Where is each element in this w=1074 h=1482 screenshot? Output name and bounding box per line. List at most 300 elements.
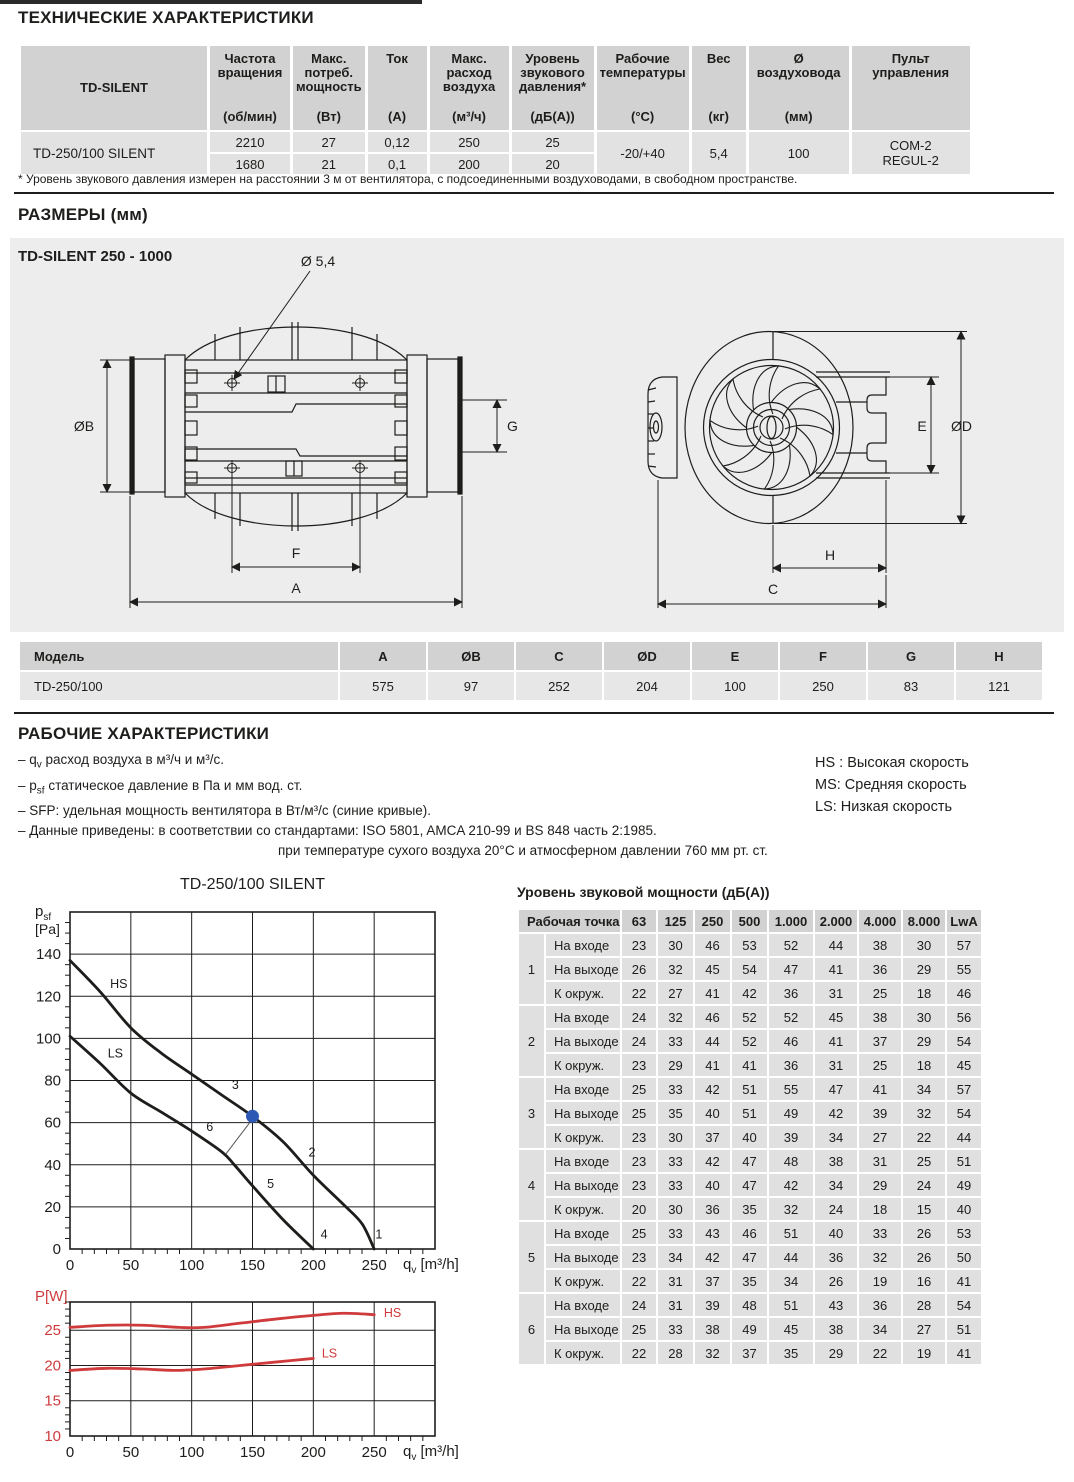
sound-location-cell: На входе: [546, 934, 620, 956]
sound-value-cell: 36: [815, 1246, 857, 1268]
note-standards: – Данные приведены: в соответствии со стандартами: ISO 5801, AMCA 210-99 и BS 848 часть 2:1985.: [18, 823, 657, 839]
sound-value-cell: 51: [947, 1150, 981, 1172]
sound-value-cell: 31: [815, 1054, 857, 1076]
sound-value-cell: 32: [695, 1342, 730, 1364]
tech-specs-table: [18, 44, 973, 176]
sound-location-cell: К окруж.: [546, 1342, 620, 1364]
control-cell: [852, 132, 970, 174]
svg-text:0: 0: [65, 1444, 75, 1461]
sound-data-row: [519, 1246, 981, 1268]
sound-value-cell: 38: [859, 1006, 901, 1028]
sound-value-cell: 41: [815, 958, 857, 980]
sound-value-cell: 25: [622, 1102, 656, 1124]
sound-value-cell: 32: [658, 1006, 693, 1028]
sound-value-cell: 22: [859, 1342, 901, 1364]
sound-value-cell: 41: [947, 1270, 981, 1292]
col-unit: (Вт): [316, 109, 341, 124]
sound-value-cell: 46: [695, 1006, 730, 1028]
current-high: 0,12: [368, 132, 427, 152]
note-airflow: – $q_v$ расход воздуха в м³/ч и м³/с.: [18, 752, 225, 771]
sound-value-cell: 55: [769, 1078, 813, 1100]
sound-value-cell: 52: [732, 1030, 767, 1052]
sound-value-cell: 31: [815, 982, 857, 1004]
power-y-axis-label: P[W]: [35, 1288, 68, 1305]
sound-value-cell: 47: [769, 958, 813, 980]
sound-value-cell: 41: [815, 1030, 857, 1052]
sound-value-cell: 34: [658, 1246, 693, 1268]
sound-value-cell: 23: [622, 1054, 656, 1076]
control-line-1: COM-2: [889, 138, 932, 153]
sound-value-cell: 24: [903, 1174, 945, 1196]
sound-value-cell: 34: [769, 1270, 813, 1292]
dim-label-G: G: [507, 418, 518, 434]
sound-header-cell: 63: [622, 910, 656, 932]
series-HS: [70, 1313, 374, 1328]
sound-value-cell: 20: [622, 1198, 656, 1220]
col-unit: (дБ(А)): [530, 109, 575, 124]
sound-value-cell: 30: [658, 1126, 693, 1148]
sound-value-cell: 22: [622, 1342, 656, 1364]
sound-value-cell: 52: [769, 934, 813, 956]
dim-label-H: H: [824, 547, 836, 563]
tech-header-temp: [597, 46, 689, 130]
sound-value-cell: 25: [859, 1054, 901, 1076]
dims-header-cell: G: [868, 642, 954, 670]
sound-value-cell: 26: [815, 1270, 857, 1292]
performance-notes: [18, 750, 808, 861]
power-chart: [15, 1288, 463, 1480]
sound-value-cell: 36: [695, 1198, 730, 1220]
sound-value-cell: 40: [732, 1126, 767, 1148]
sound-value-cell: 23: [622, 1126, 656, 1148]
sound-value-cell: 42: [769, 1174, 813, 1196]
sound-value-cell: 40: [695, 1102, 730, 1124]
curve-label-6: 6: [206, 1120, 214, 1135]
x-axis-label: $q_v$ [m³/h]: [403, 1256, 459, 1276]
col-unit: (об/мин): [223, 109, 277, 124]
sound-value-cell: 33: [658, 1150, 693, 1172]
dims-value-cell: 252: [516, 672, 602, 700]
dims-header-cell: H: [956, 642, 1042, 670]
tech-header-row: [21, 46, 970, 130]
sound-value-cell: 37: [732, 1342, 767, 1364]
dims-value-cell: 250: [780, 672, 866, 700]
sound-low: 20: [512, 154, 594, 174]
svg-text:150: 150: [239, 1444, 266, 1461]
sound-value-cell: 29: [903, 958, 945, 980]
sound-location-cell: К окруж.: [546, 1270, 620, 1292]
sound-value-cell: 22: [622, 1270, 656, 1292]
col-label: Макс. расход воздуха: [442, 51, 496, 94]
operating-point-number: 3: [519, 1078, 544, 1148]
sound-value-cell: 51: [947, 1318, 981, 1340]
duct-diameter-cell: 100: [749, 132, 849, 174]
dims-value-cell: 83: [868, 672, 954, 700]
sound-value-cell: 25: [622, 1078, 656, 1100]
sound-data-row: [519, 1294, 981, 1316]
dims-header-cell: A: [340, 642, 426, 670]
sound-value-cell: 46: [732, 1222, 767, 1244]
svg-text:0: 0: [52, 1241, 61, 1258]
col-label: Частота вращения: [217, 51, 283, 80]
axis-minor-ticks: [65, 923, 423, 1254]
sound-value-cell: 29: [658, 1054, 693, 1076]
sound-value-cell: 43: [695, 1222, 730, 1244]
col-unit: (мм): [784, 109, 813, 124]
sound-value-cell: 28: [903, 1294, 945, 1316]
sound-value-cell: 50: [947, 1246, 981, 1268]
svg-text:100: 100: [179, 1257, 205, 1274]
current-low: 0,1: [368, 154, 427, 174]
sound-value-cell: 38: [695, 1318, 730, 1340]
sound-data-row: [519, 1030, 981, 1052]
sound-value-cell: 40: [947, 1198, 981, 1220]
y-axis-label: $p_{sf}$: [35, 903, 52, 923]
pressure-chart: [15, 872, 463, 1286]
curve-label-HS: HS: [110, 976, 128, 991]
svg-text:60: 60: [44, 1114, 61, 1132]
sound-data-row: [519, 1006, 981, 1028]
dims-value-cell: 575: [340, 672, 426, 700]
sound-value-cell: 52: [732, 1006, 767, 1028]
sound-value-cell: 45: [695, 958, 730, 980]
curve-label-HS: HS: [383, 1305, 402, 1320]
sound-value-cell: 18: [903, 982, 945, 1004]
sound-value-cell: 26: [903, 1222, 945, 1244]
dims-value-cell: 121: [956, 672, 1042, 700]
svg-text:80: 80: [44, 1072, 61, 1090]
rpm-high: 2210: [210, 132, 290, 152]
dims-header-cell: Модель: [20, 642, 338, 670]
section-title-tech: ТЕХНИЧЕСКИЕ ХАРАКТЕРИСТИКИ: [18, 8, 314, 27]
sound-value-cell: 27: [859, 1126, 901, 1148]
power-high: 27: [293, 132, 365, 152]
svg-text:20: 20: [44, 1357, 61, 1375]
sound-value-cell: 36: [769, 1054, 813, 1076]
svg-text:100: 100: [35, 1030, 61, 1048]
sound-data-row: [519, 1198, 981, 1220]
operating-point-number: 2: [519, 1006, 544, 1076]
dim-label-C: C: [767, 581, 779, 597]
sound-value-cell: 19: [903, 1342, 945, 1364]
sound-value-cell: 41: [695, 982, 730, 1004]
curve-label-LS: LS: [321, 1346, 338, 1361]
sound-value-cell: 44: [815, 934, 857, 956]
sound-value-cell: 32: [903, 1102, 945, 1124]
sound-data-row: [519, 1054, 981, 1076]
sound-location-cell: На выходе: [546, 958, 620, 980]
sound-value-cell: 40: [815, 1222, 857, 1244]
col-unit: (°С): [630, 109, 655, 124]
svg-text:0: 0: [65, 1257, 75, 1274]
sound-value-cell: 33: [658, 1174, 693, 1196]
sound-value-cell: 52: [769, 1006, 813, 1028]
sound-value-cell: 24: [622, 1294, 656, 1316]
sound-header-row: [519, 910, 981, 932]
curve-label-2: 2: [308, 1145, 316, 1160]
sound-value-cell: 23: [622, 1150, 656, 1172]
sound-value-cell: 45: [815, 1006, 857, 1028]
hole-diameter-label: Ø 5,4: [300, 253, 336, 269]
sound-data-row: [519, 1270, 981, 1292]
sound-value-cell: 24: [815, 1198, 857, 1220]
col-label: Ток: [386, 51, 408, 66]
dims-data-row: [20, 672, 1042, 700]
sound-header-cell: 250: [695, 910, 730, 932]
note-sfp: – SFP: удельная мощность вентилятора в Вт/м³/с (синие кривые).: [18, 803, 432, 819]
sound-value-cell: 57: [947, 934, 981, 956]
sound-header-cell: LwA: [947, 910, 981, 932]
col-label: Пульт управления: [872, 51, 950, 80]
svg-text:25: 25: [44, 1322, 61, 1340]
section-title-performance: РАБОЧИЕ ХАРАКТЕРИСТИКИ: [18, 724, 270, 743]
sound-value-cell: 39: [695, 1294, 730, 1316]
sound-value-cell: 48: [732, 1294, 767, 1316]
power-chart-svg: [15, 1288, 463, 1480]
col-label: Ø воздуховода: [756, 51, 841, 80]
sound-value-cell: 29: [903, 1030, 945, 1052]
sound-value-cell: 23: [622, 1174, 656, 1196]
sound-location-cell: На выходе: [546, 1174, 620, 1196]
y-axis-unit: [Pa]: [35, 921, 60, 937]
sound-value-cell: 47: [815, 1078, 857, 1100]
tech-header-airflow: [430, 46, 509, 130]
sound-header-cell: 8.000: [903, 910, 945, 932]
sound-value-cell: 46: [947, 982, 981, 1004]
note-conditions: при температуре сухого воздуха 20°С и атмосферном давлении 760 мм рт. ст.: [278, 843, 768, 859]
sound-value-cell: 31: [859, 1150, 901, 1172]
operating-point-number: 4: [519, 1150, 544, 1220]
sound-data-row: [519, 1102, 981, 1124]
sound-header-cell: 2.000: [815, 910, 857, 932]
dimension-lines: [100, 271, 967, 608]
svg-text:10: 10: [44, 1428, 61, 1445]
sound-data-row: [519, 1174, 981, 1196]
sound-data-row: [519, 1222, 981, 1244]
col-label: Вес: [706, 51, 731, 66]
sound-value-cell: 41: [695, 1054, 730, 1076]
sound-value-cell: 56: [947, 1006, 981, 1028]
sound-value-cell: 38: [859, 934, 901, 956]
sound-location-cell: На входе: [546, 1006, 620, 1028]
sound-value-cell: 43: [815, 1294, 857, 1316]
sound-location-cell: На входе: [546, 1078, 620, 1100]
side-view: [130, 322, 462, 531]
pressure-chart-svg: [15, 872, 463, 1286]
dims-model-cell: TD-250/100: [20, 672, 338, 700]
sound-value-cell: 41: [732, 1054, 767, 1076]
svg-text:150: 150: [239, 1257, 266, 1274]
fan-blades: [705, 361, 837, 493]
svg-text:200: 200: [300, 1444, 326, 1461]
sound-value-cell: 54: [947, 1102, 981, 1124]
sound-value-cell: 47: [732, 1150, 767, 1172]
dims-value-cell: 204: [604, 672, 690, 700]
tech-header-rpm: [210, 46, 290, 130]
rpm-low: 1680: [210, 154, 290, 174]
sound-value-cell: 30: [658, 934, 693, 956]
sound-power-table: [517, 908, 983, 1366]
sound-value-cell: 35: [732, 1198, 767, 1220]
sound-value-cell: 32: [859, 1246, 901, 1268]
sound-value-cell: 48: [769, 1150, 813, 1172]
svg-text:250: 250: [361, 1444, 387, 1461]
sound-data-row: [519, 1126, 981, 1148]
sound-location-cell: На выходе: [546, 1102, 620, 1124]
sound-value-cell: 25: [859, 982, 901, 1004]
tech-header-control: [852, 46, 970, 130]
sound-value-cell: 51: [769, 1222, 813, 1244]
sound-value-cell: 51: [732, 1078, 767, 1100]
airflow-low: 200: [430, 154, 509, 174]
sound-value-cell: 46: [695, 934, 730, 956]
legend-ls: LS: Низкая скорость: [815, 799, 953, 815]
sound-value-cell: 49: [769, 1102, 813, 1124]
sound-value-cell: 33: [658, 1078, 693, 1100]
sound-value-cell: 35: [769, 1342, 813, 1364]
series-HS: [70, 960, 374, 1249]
sound-value-cell: 36: [859, 1294, 901, 1316]
sound-location-cell: На выходе: [546, 1030, 620, 1052]
dims-header-cell: ØD: [604, 642, 690, 670]
tech-data-row-high-speed: [21, 132, 970, 152]
end-view: [648, 332, 890, 524]
sound-table-title: Уровень звуковой мощности (дБ(А)): [517, 884, 770, 900]
tech-header-duct: [749, 46, 849, 130]
sound-value-cell: 53: [947, 1222, 981, 1244]
sound-location-cell: К окруж.: [546, 1054, 620, 1076]
svg-text:200: 200: [300, 1257, 326, 1274]
svg-text:250: 250: [361, 1257, 387, 1274]
sound-value-cell: 18: [903, 1054, 945, 1076]
sound-value-cell: 18: [859, 1198, 901, 1220]
dims-value-cell: 97: [428, 672, 514, 700]
sound-value-cell: 19: [859, 1270, 901, 1292]
legend-ms: MS: Средняя скорость: [815, 777, 967, 793]
sound-location-cell: К окруж.: [546, 1126, 620, 1148]
curve-label-LS: LS: [107, 1046, 124, 1061]
sound-value-cell: 54: [947, 1294, 981, 1316]
svg-text:15: 15: [44, 1392, 61, 1410]
sound-value-cell: 31: [658, 1294, 693, 1316]
sound-data-row: [519, 1342, 981, 1364]
sound-value-cell: 47: [732, 1174, 767, 1196]
sound-value-cell: 23: [622, 934, 656, 956]
sound-value-cell: 42: [815, 1102, 857, 1124]
sound-value-cell: 32: [769, 1198, 813, 1220]
dims-value-cell: 100: [692, 672, 778, 700]
temp-range-cell: -20/+40: [597, 132, 689, 174]
sound-value-cell: 42: [732, 982, 767, 1004]
sound-value-cell: 30: [903, 934, 945, 956]
sound-value-cell: 23: [622, 1246, 656, 1268]
svg-text:50: 50: [122, 1257, 140, 1274]
sound-value-cell: 32: [658, 958, 693, 980]
sound-value-cell: 24: [622, 1006, 656, 1028]
sound-value-cell: 15: [903, 1198, 945, 1220]
drawing-subtitle: TD-SILENT 250 - 1000: [18, 248, 173, 265]
sound-value-cell: 54: [732, 958, 767, 980]
dimensions-table: [18, 640, 1044, 702]
axis-tick-labels: [44, 1322, 386, 1461]
sound-location-cell: На входе: [546, 1150, 620, 1172]
operating-point-marker: [246, 1110, 259, 1123]
sound-value-cell: 41: [859, 1078, 901, 1100]
sound-value-cell: 31: [658, 1270, 693, 1292]
dims-header-row: [20, 642, 1042, 670]
section-title-dimensions: РАЗМЕРЫ (мм): [18, 205, 148, 224]
sound-value-cell: 16: [903, 1270, 945, 1292]
tech-header-current: [368, 46, 427, 130]
sound-value-cell: 45: [769, 1318, 813, 1340]
dim-label-F: F: [291, 545, 301, 561]
sound-value-cell: 36: [859, 958, 901, 980]
weight-cell: 5,4: [692, 132, 746, 174]
sound-value-cell: 27: [903, 1318, 945, 1340]
sound-data-row: [519, 982, 981, 1004]
control-line-2: REGUL-2: [882, 153, 939, 168]
sound-value-cell: 37: [695, 1270, 730, 1292]
sound-value-cell: 34: [815, 1126, 857, 1148]
sound-value-cell: 44: [769, 1246, 813, 1268]
dimension-labels: [74, 253, 972, 597]
sound-value-cell: 29: [815, 1342, 857, 1364]
tech-header-power: [293, 46, 365, 130]
chart-title: TD-250/100 SILENT: [180, 876, 325, 893]
sound-value-cell: 51: [769, 1294, 813, 1316]
sound-data-row: [519, 1318, 981, 1340]
svg-text:50: 50: [122, 1444, 140, 1461]
col-unit: (кг): [708, 109, 729, 124]
dim-label-E: E: [917, 418, 927, 434]
sound-value-cell: 53: [732, 934, 767, 956]
operating-point-number: 5: [519, 1222, 544, 1292]
sound-value-cell: 26: [903, 1246, 945, 1268]
sound-value-cell: 24: [622, 1030, 656, 1052]
dims-header-cell: F: [780, 642, 866, 670]
sound-value-cell: 42: [695, 1246, 730, 1268]
sound-value-cell: 45: [947, 1054, 981, 1076]
sound-value-cell: 34: [903, 1078, 945, 1100]
marker-leader-line: [226, 1121, 252, 1155]
power-x-axis-label: $q_v$ [m³/h]: [403, 1443, 459, 1463]
sound-value-cell: 38: [815, 1150, 857, 1172]
curve-label-4: 4: [320, 1227, 328, 1242]
dims-header-cell: C: [516, 642, 602, 670]
sound-value-cell: 47: [732, 1246, 767, 1268]
sound-data-row: [519, 958, 981, 980]
chart-grid: [70, 912, 435, 1249]
sound-header-cell: 500: [732, 910, 767, 932]
sound-location-cell: К окруж.: [546, 982, 620, 1004]
curve-label-5: 5: [267, 1176, 275, 1191]
sound-value-cell: 25: [622, 1318, 656, 1340]
dimension-drawing-panel: [10, 238, 1064, 632]
col-label: Рабочие температуры: [599, 51, 686, 80]
sound-value-cell: 33: [658, 1030, 693, 1052]
sound-value-cell: 39: [769, 1126, 813, 1148]
sound-value-cell: 44: [695, 1030, 730, 1052]
svg-text:140: 140: [35, 946, 61, 964]
sound-value-cell: 26: [622, 958, 656, 980]
sound-value-cell: 34: [859, 1318, 901, 1340]
sound-data-row: [519, 934, 981, 956]
sound-value-cell: 36: [769, 982, 813, 1004]
legend-hs: HS : Высокая скорость: [815, 755, 969, 771]
sound-value-cell: 27: [658, 982, 693, 1004]
sound-value-cell: 40: [695, 1174, 730, 1196]
sound-value-cell: 35: [658, 1102, 693, 1124]
